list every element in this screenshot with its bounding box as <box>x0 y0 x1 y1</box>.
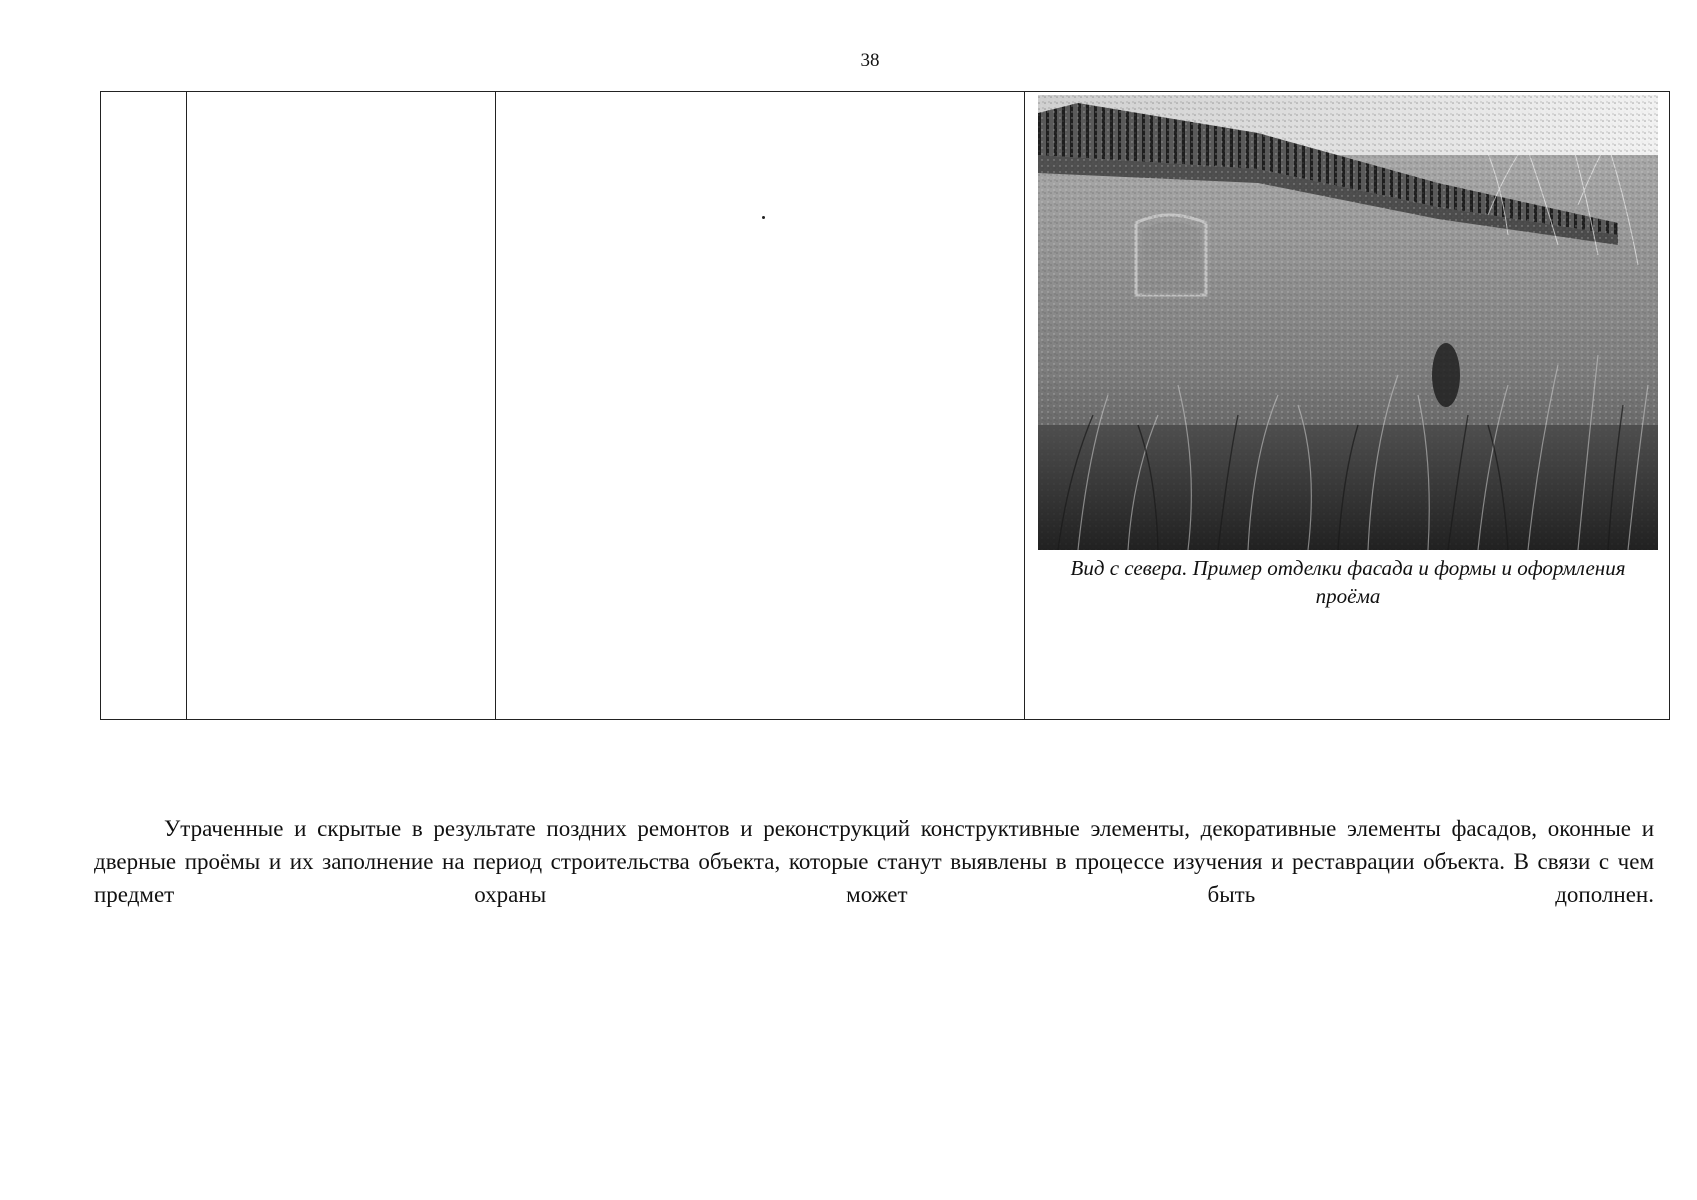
page-number: 38 <box>860 50 880 71</box>
building-facade-photo <box>1038 95 1658 550</box>
table-column-divider <box>186 92 187 719</box>
table-column-divider <box>495 92 496 719</box>
table-column-divider <box>1024 92 1025 719</box>
body-paragraph: Утраченные и скрытые в результате поздних ремонтов и реконструкций конструктивные элементы, декоративные элементы фасадов, оконные и дверные проёмы и их заполнение на период строительства объекта, которые станут выявлены в процессе изучения и реставрации объекта. В связи с чем предмет охраны может быть дополнен. <box>94 816 1654 907</box>
table-cell-photo <box>1038 95 1658 610</box>
scan-speck <box>762 216 765 219</box>
photo-caption: Вид с севера. Пример отделки фасада и формы и оформления проёма <box>1070 556 1626 608</box>
